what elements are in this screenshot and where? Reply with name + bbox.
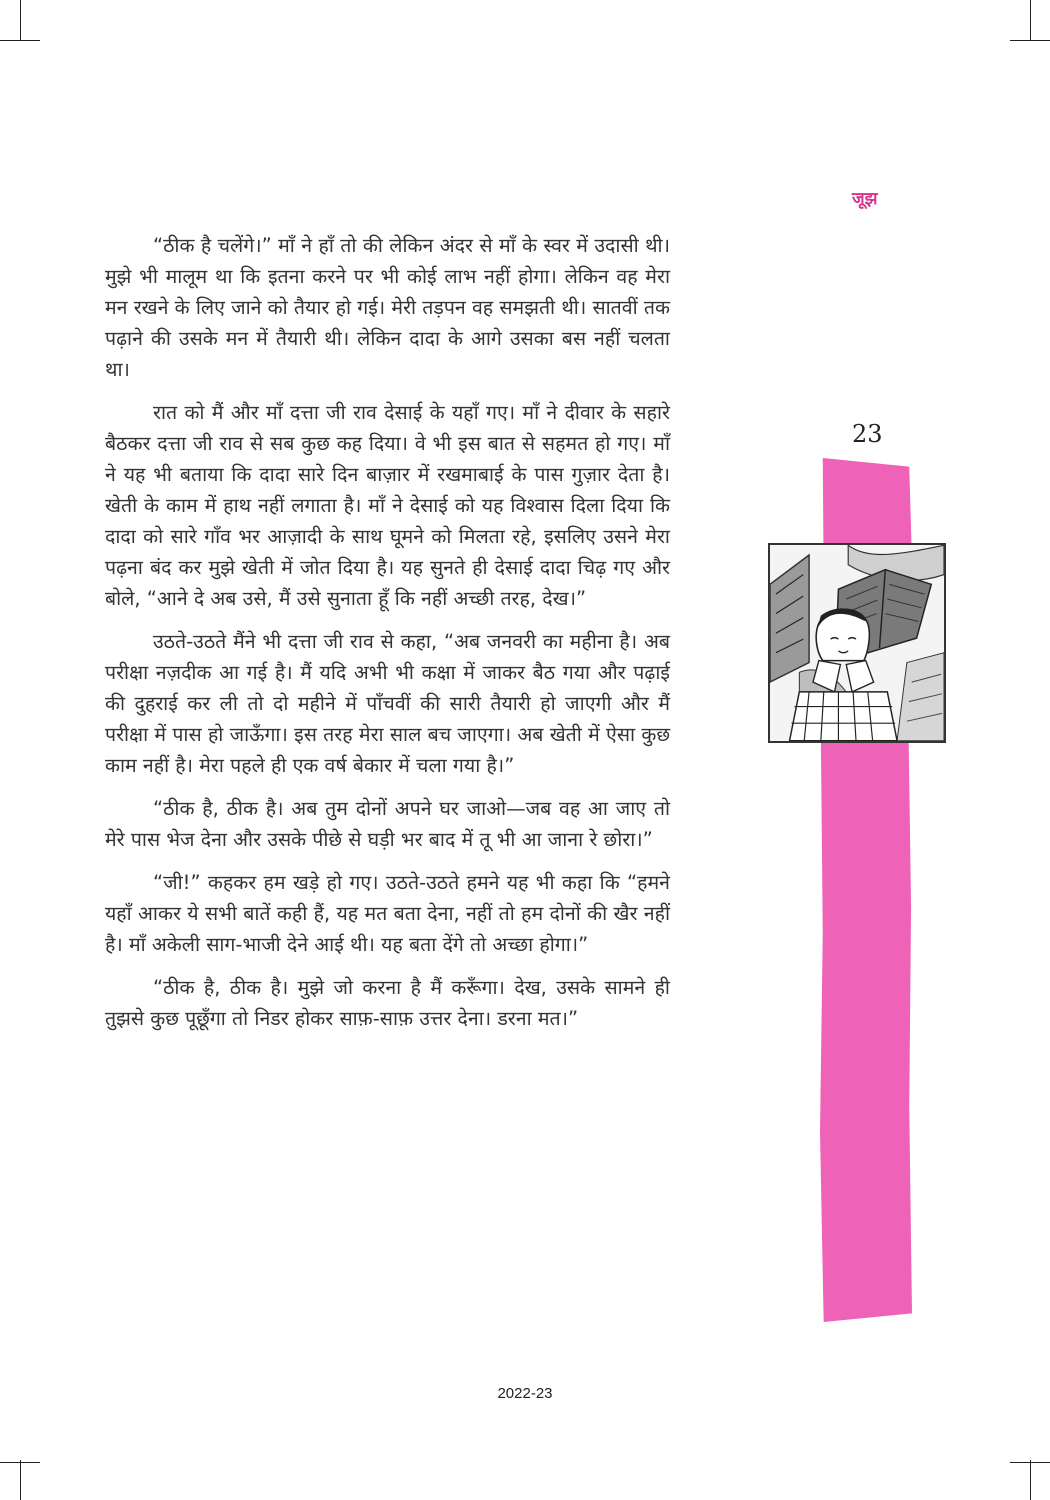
story-text [105,230,670,1046]
crop-mark [0,40,40,41]
chapter-title: जूझ [852,189,878,209]
paragraph: रात को मैं और माँ दत्ता जी राव देसाई के यहाँ गए। माँ ने दीवार के सहारे बैठकर दत्ता जी राव से सब कुछ कह दिया। वे भी इस बात से सहमत हो गए। माँ ने यह भी बताया कि दादा सारे दिन बाज़ार में रखमाबाई के पास गुज़ार देता है। खेती के काम में हाथ नहीं लगाता है। माँ ने देसाई को यह विश्वास दिला दिया कि दादा को सारे गाँव भर आज़ादी के साथ घूमने को मिलता रहे, इसलिए उसने मेरा पढ़ना बंद कर मुझे खेती में जोत दिया है। यह सुनते ही देसाई दादा चिढ़ गए और बोले, “आने दे अब उसे, मैं उसे सुनाता हूँ कि नहीं अच्छी तरह, देख।” [105,401,670,610]
crop-mark [1030,1460,1031,1500]
paragraph: “ठीक है चलेंगे।” माँ ने हाँ तो की लेकिन अंदर से माँ के स्वर में उदासी थी। मुझे भी मालूम था कि इतना करने पर भी कोई लाभ नहीं होगा। लेकिन वह मेरा मन रखने के लिए जाने को तैयार हो गई। मेरी तड़पन वह समझती थी। सातवीं तक पढ़ाने की उसके मन में तैयारी थी। लेकिन दादा के आगे उसका बस नहीं चलता था। [105,234,670,381]
paragraph: उठते-उठते मैंने भी दत्ता जी राव से कहा, “अब जनवरी का महीना है। अब परीक्षा नज़दीक आ गई है। मैं यदि अभी भी कक्षा में जाकर बैठ गया और पढ़ाई की दुहराई कर ली तो दो महीने में पाँचवीं की सारी तैयारी हो जाएगी और मैं परीक्षा में पास हो जाऊँगा। इस तरह मेरा साल बच जाएगा। अब खेती में ऐसा कुछ काम नहीं है। मेरा पहले ही एक वर्ष बेकार में चला गया है।” [105,630,670,777]
page-number: 23 [852,420,883,448]
crop-mark [1010,40,1050,41]
crop-mark [1030,0,1031,40]
paragraph: “ठीक है, ठीक है। मुझे जो करना है मैं करूँगा। देख, उसके सामने ही तुझसे कुछ पूछूँगा तो निडर होकर साफ़-साफ़ उत्तर देना। डरना मत।” [105,976,670,1030]
paragraph: “ठीक है, ठीक है। अब तुम दोनों अपने घर जाओ—जब वह आ जाए तो मेरे पास भेज देना और उसके पीछे से घड़ी भर बाद में तू भी आ जाना रे छोरा।” [105,797,670,851]
crop-mark [20,1460,21,1500]
footer-year: 2022-23 [497,1385,553,1402]
boy-reading-illustration [768,543,946,743]
crop-mark [20,0,21,40]
paragraph: “जी!” कहकर हम खड़े हो गए। उठते-उठते हमने यह भी कहा कि “हमने यहाँ आकर ये सभी बातें कही हैं, यह मत बता देना, नहीं तो हम दोनों की खैर नहीं है। माँ अकेली साग-भाजी देने आई थी। यह बता देंगे तो अच्छा होगा।” [105,871,670,956]
